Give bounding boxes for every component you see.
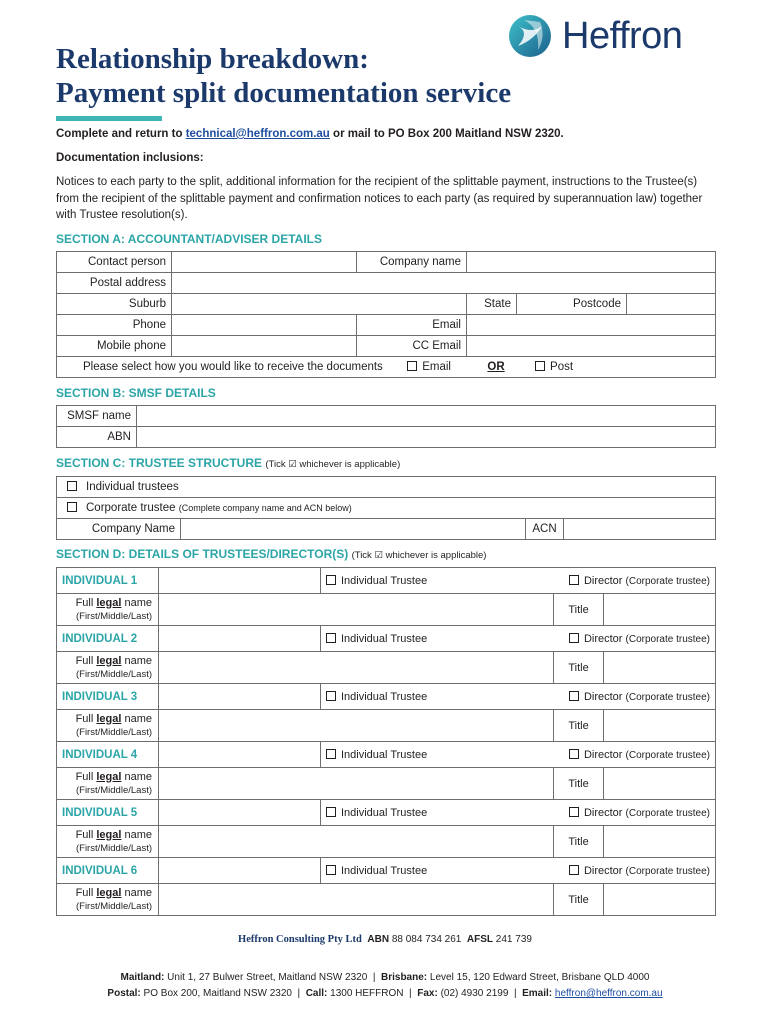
- section-c-table: [56, 476, 716, 540]
- individual-3-name-label: Full legal name (First/Middle/Last): [57, 710, 159, 742]
- individual-6-name-label: Full legal name (First/Middle/Last): [57, 884, 159, 916]
- footer-address: Maitland: Unit 1, 27 Bulwer Street, Maitland NSW 2320 | Brisbane: Level 15, 120 Edward Street, Brisbane QLD 4000 Postal: PO Box 200, Maitland NSW 2320 | Call: 1300 HEFFRON | Fax: (02) 4930 2199 | Email: heffron@heffron.com.au: [107, 972, 663, 999]
- individual-6-title-field[interactable]: [604, 884, 716, 916]
- individual-4-title-field[interactable]: [604, 768, 716, 800]
- technical-email-link[interactable]: technical@heffron.com.au: [185, 128, 330, 140]
- individual-1-director-cell: Director (Corporate trustee): [554, 568, 716, 594]
- postcode-label: Postcode: [517, 294, 627, 315]
- postcode-field[interactable]: [627, 294, 716, 315]
- section-d-table: [56, 567, 716, 916]
- footer-company-line: Heffron Consulting Pty Ltd ABN 88 084 734 261 AFSL 241 739: [238, 934, 532, 945]
- individual-1-title-label: Title: [554, 594, 604, 626]
- individual-3-blank: [159, 684, 321, 710]
- corporate-trustee-row: [57, 498, 716, 519]
- email-delivery-label: Email: [422, 361, 451, 373]
- individual-1-title-field[interactable]: [604, 594, 716, 626]
- individual-5-blank: [159, 800, 321, 826]
- individual-2-director-cell: Director (Corporate trustee): [554, 626, 716, 652]
- individual-2-title-label: Title: [554, 652, 604, 684]
- individual-5-title-label: Title: [554, 826, 604, 858]
- footer-email-link[interactable]: heffron@heffron.com.au: [554, 988, 663, 999]
- individual-4-name-field[interactable]: [159, 768, 554, 800]
- email-field[interactable]: [467, 315, 716, 336]
- individual-5-trustee-cell: Individual Trustee: [321, 800, 554, 826]
- individual-3-name-field[interactable]: [159, 710, 554, 742]
- section-a-heading: SECTION A: ACCOUNTANT/ADVISER DETAILS: [56, 232, 322, 246]
- individual-trustees-row: [57, 477, 716, 498]
- corporate-trustee-checkbox[interactable]: [67, 502, 77, 512]
- individual-6-director-cell: Director (Corporate trustee): [554, 858, 716, 884]
- individual-5-director-cell: Director (Corporate trustee): [554, 800, 716, 826]
- individual-4-name-label: Full legal name (First/Middle/Last): [57, 768, 159, 800]
- company-name-c-label: Company Name: [57, 519, 181, 540]
- individual-4-trustee-cell: Individual Trustee: [321, 742, 554, 768]
- individual-1-name-field[interactable]: [159, 594, 554, 626]
- section-d-heading: SECTION D: DETAILS OF TRUSTEES/DIRECTOR(S) (Tick ☑ whichever is applicable): [56, 547, 487, 561]
- individual-2-director-checkbox[interactable]: [569, 633, 579, 643]
- logo-wordmark: Heffron: [562, 14, 683, 57]
- smsf-name-field[interactable]: [137, 406, 716, 427]
- corporate-trustee-label: Corporate trustee: [86, 502, 176, 514]
- individual-2-title-field[interactable]: [604, 652, 716, 684]
- individual-5-trustee-checkbox[interactable]: [326, 807, 336, 817]
- postal-address-field[interactable]: [172, 273, 716, 294]
- individual-6-blank: [159, 858, 321, 884]
- individual-3-title-label: Title: [554, 710, 604, 742]
- individual-5-name-field[interactable]: [159, 826, 554, 858]
- individual-4-heading: INDIVIDUAL 4: [57, 742, 159, 768]
- mobile-phone-label: Mobile phone: [57, 336, 172, 357]
- acn-field[interactable]: [564, 519, 716, 540]
- individual-2-trustee-checkbox[interactable]: [326, 633, 336, 643]
- corporate-trustee-note: (Complete company name and ACN below): [178, 503, 352, 513]
- email-label: Email: [357, 315, 467, 336]
- suburb-label: Suburb: [57, 294, 172, 315]
- individual-6-director-checkbox[interactable]: [569, 865, 579, 875]
- individual-1-name-label: Full legal name (First/Middle/Last): [57, 594, 159, 626]
- acn-label: ACN: [526, 519, 564, 540]
- contact-person-label: Contact person: [57, 252, 172, 273]
- inclusions-paragraph: Notices to each party to the split, additional information for the recipient of the splittable payment, instructions to the Trustee(s) from the recipient of the splittable payment and confirmation notices to each party (as required by superannuation law) together with Trustee resolution(s).: [56, 176, 703, 221]
- individual-2-heading: INDIVIDUAL 2: [57, 626, 159, 652]
- section-b-table: [56, 405, 716, 448]
- individual-3-title-field[interactable]: [604, 710, 716, 742]
- smsf-name-label: SMSF name: [57, 406, 137, 427]
- title-line-1: Relationship breakdown:: [56, 43, 369, 75]
- cc-email-field[interactable]: [467, 336, 716, 357]
- individual-5-name-label: Full legal name (First/Middle/Last): [57, 826, 159, 858]
- return-instructions: Complete and return to technical@heffron.com.au or mail to PO Box 200 Maitland NSW 2320.: [56, 128, 564, 140]
- delivery-prompt: Please select how you would like to receive the documents: [83, 361, 383, 373]
- individual-1-trustee-cell: Individual Trustee: [321, 568, 554, 594]
- individual-3-director-cell: Director (Corporate trustee): [554, 684, 716, 710]
- postal-address-label: Postal address: [57, 273, 172, 294]
- individual-2-name-field[interactable]: [159, 652, 554, 684]
- individual-6-heading: INDIVIDUAL 6: [57, 858, 159, 884]
- individual-6-title-label: Title: [554, 884, 604, 916]
- section-c-heading: SECTION C: TRUSTEE STRUCTURE (Tick ☑ whichever is applicable): [56, 456, 401, 470]
- individual-5-heading: INDIVIDUAL 5: [57, 800, 159, 826]
- individual-3-director-checkbox[interactable]: [569, 691, 579, 701]
- individual-2-name-label: Full legal name (First/Middle/Last): [57, 652, 159, 684]
- individual-5-title-field[interactable]: [604, 826, 716, 858]
- individual-1-heading: INDIVIDUAL 1: [57, 568, 159, 594]
- individual-1-blank: [159, 568, 321, 594]
- individual-3-heading: INDIVIDUAL 3: [57, 684, 159, 710]
- post-delivery-checkbox[interactable]: [535, 361, 545, 371]
- contact-person-field[interactable]: [172, 252, 357, 273]
- inclusions-heading: Documentation inclusions:: [56, 152, 204, 164]
- mobile-phone-field[interactable]: [172, 336, 357, 357]
- or-label: OR: [487, 361, 505, 373]
- post-delivery-label: Post: [550, 361, 574, 373]
- abn-field[interactable]: [137, 427, 716, 448]
- section-b-heading: SECTION B: SMSF DETAILS: [56, 386, 216, 400]
- email-delivery-checkbox[interactable]: [407, 361, 417, 371]
- individual-4-director-checkbox[interactable]: [569, 749, 579, 759]
- phone-field[interactable]: [172, 315, 357, 336]
- heffron-logo-icon: [504, 12, 558, 60]
- title-underline: [56, 116, 162, 121]
- abn-label: ABN: [57, 427, 137, 448]
- phone-label: Phone: [57, 315, 172, 336]
- individual-6-trustee-cell: Individual Trustee: [321, 858, 554, 884]
- individual-6-name-field[interactable]: [159, 884, 554, 916]
- individual-2-trustee-cell: Individual Trustee: [321, 626, 554, 652]
- footer-company: Heffron Consulting Pty Ltd: [238, 934, 362, 945]
- delivery-preference-row: [57, 357, 716, 378]
- individual-trustees-checkbox[interactable]: [67, 481, 77, 491]
- suburb-field[interactable]: [172, 294, 467, 315]
- individual-1-trustee-checkbox[interactable]: [326, 575, 336, 585]
- individual-3-trustee-checkbox[interactable]: [326, 691, 336, 701]
- individual-2-blank: [159, 626, 321, 652]
- page-title: [56, 42, 511, 110]
- cc-email-label: CC Email: [357, 336, 467, 357]
- state-label: State: [467, 294, 517, 315]
- title-line-2: Payment split documentation service: [56, 77, 512, 109]
- company-name-label: Company name: [357, 252, 467, 273]
- section-a-table: [56, 251, 716, 378]
- individual-1-director-checkbox[interactable]: [569, 575, 579, 585]
- individual-6-trustee-checkbox[interactable]: [326, 865, 336, 875]
- individual-3-trustee-cell: Individual Trustee: [321, 684, 554, 710]
- individual-4-director-cell: Director (Corporate trustee): [554, 742, 716, 768]
- company-name-c-field[interactable]: [181, 519, 526, 540]
- heffron-logo: [504, 12, 718, 60]
- individual-5-director-checkbox[interactable]: [569, 807, 579, 817]
- individual-4-blank: [159, 742, 321, 768]
- individual-4-title-label: Title: [554, 768, 604, 800]
- individual-4-trustee-checkbox[interactable]: [326, 749, 336, 759]
- individual-trustees-label: Individual trustees: [86, 481, 179, 493]
- company-name-field[interactable]: [467, 252, 716, 273]
